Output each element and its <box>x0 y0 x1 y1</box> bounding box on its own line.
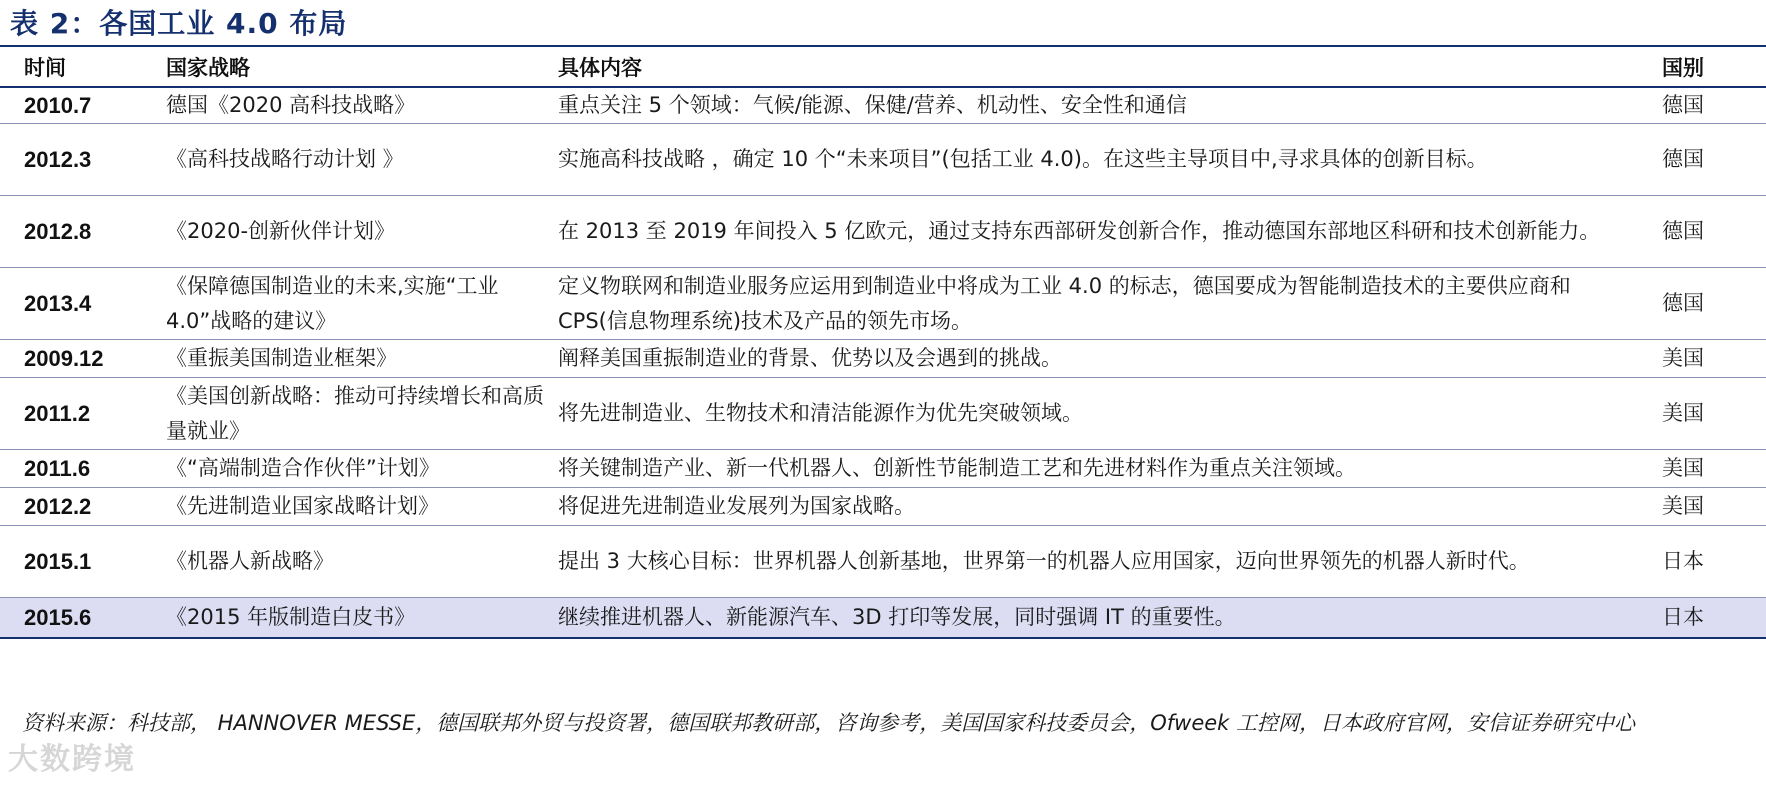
row-strategy: 《美国创新战略：推动可持续增长和高质量就业》 <box>162 378 558 450</box>
row-country: 日本 <box>1662 526 1766 598</box>
row-country: 德国 <box>1662 196 1766 268</box>
table-header-row <box>0 48 1766 87</box>
row-country: 德国 <box>1662 87 1766 124</box>
row-strategy: 《机器人新战略》 <box>162 526 558 598</box>
table-row <box>0 526 1766 598</box>
industry-4-table <box>0 48 1766 639</box>
row-country: 德国 <box>1662 124 1766 196</box>
row-country: 日本 <box>1662 598 1766 638</box>
source-note: 资料来源：科技部， HANNOVER MESSE，德国联邦外贸与投资署，德国联邦教研部，咨询参考，美国国家科技委员会，Ofweek 工控网，日本政府官网，安信证券研究中心 <box>22 711 1636 735</box>
table-row <box>0 378 1766 450</box>
row-content: 阐释美国重振制造业的背景、优势以及会遇到的挑战。 <box>558 340 1662 378</box>
table-row <box>0 340 1766 378</box>
row-strategy: 《2020-创新伙伴计划》 <box>162 196 558 268</box>
row-country: 美国 <box>1662 488 1766 526</box>
table-row <box>0 488 1766 526</box>
row-date: 2015.1 <box>0 526 162 598</box>
row-country: 德国 <box>1662 268 1766 340</box>
row-strategy: 《高科技战略行动计划 》 <box>162 124 558 196</box>
row-content: 将关键制造产业、新一代机器人、创新性节能制造工艺和先进材料作为重点关注领域。 <box>558 450 1662 488</box>
row-content: 将先进制造业、生物技术和清洁能源作为优先突破领域。 <box>558 378 1662 450</box>
header-date: 时间 <box>0 48 162 87</box>
row-date: 2011.2 <box>0 378 162 450</box>
row-date: 2012.3 <box>0 124 162 196</box>
row-date: 2012.2 <box>0 488 162 526</box>
row-date: 2012.8 <box>0 196 162 268</box>
row-content: 定义物联网和制造业服务应运用到制造业中将成为工业 4.0 的标志，德国要成为智能制造技术的主要供应商和 CPS(信息物理系统)技术及产品的领先市场。 <box>558 268 1662 340</box>
row-content: 提出 3 大核心目标：世界机器人创新基地，世界第一的机器人应用国家，迈向世界领先的机器人新时代。 <box>558 526 1662 598</box>
table-row <box>0 196 1766 268</box>
header-country: 国别 <box>1662 48 1766 87</box>
row-strategy: 《2015 年版制造白皮书》 <box>162 598 558 638</box>
title-divider <box>0 45 1766 47</box>
row-country: 美国 <box>1662 340 1766 378</box>
row-date: 2010.7 <box>0 87 162 124</box>
row-strategy: 《先进制造业国家战略计划》 <box>162 488 558 526</box>
row-content: 继续推进机器人、新能源汽车、3D 打印等发展，同时强调 IT 的重要性。 <box>558 598 1662 638</box>
table-title: 表 2：各国工业 4.0 布局 <box>10 7 348 40</box>
row-date: 2009.12 <box>0 340 162 378</box>
row-content: 重点关注 5 个领域：气候/能源、保健/营养、机动性、安全性和通信 <box>558 87 1662 124</box>
watermark: 大数跨境 <box>8 742 136 777</box>
table-row <box>0 124 1766 196</box>
row-strategy: 德国《2020 高科技战略》 <box>162 87 558 124</box>
row-date: 2015.6 <box>0 598 162 638</box>
table-row <box>0 87 1766 124</box>
row-strategy: 《保障德国制造业的未来,实施“工业 4.0”战略的建议》 <box>162 268 558 340</box>
row-content: 实施高科技战略 ，确定 10 个“未来项目”(包括工业 4.0)。在这些主导项目中,寻求具体的创新目标。 <box>558 124 1662 196</box>
row-country: 美国 <box>1662 450 1766 488</box>
row-content: 在 2013 至 2019 年间投入 5 亿欧元，通过支持东西部研发创新合作，推动德国东部地区科研和技术创新能力。 <box>558 196 1662 268</box>
table-row <box>0 268 1766 340</box>
header-strategy: 国家战略 <box>162 48 558 87</box>
table-row <box>0 598 1766 638</box>
row-date: 2011.6 <box>0 450 162 488</box>
row-content: 将促进先进制造业发展列为国家战略。 <box>558 488 1662 526</box>
row-date: 2013.4 <box>0 268 162 340</box>
header-content: 具体内容 <box>558 48 1662 87</box>
row-country: 美国 <box>1662 378 1766 450</box>
row-strategy: 《重振美国制造业框架》 <box>162 340 558 378</box>
table-row <box>0 450 1766 488</box>
row-strategy: 《“高端制造合作伙伴”计划》 <box>162 450 558 488</box>
